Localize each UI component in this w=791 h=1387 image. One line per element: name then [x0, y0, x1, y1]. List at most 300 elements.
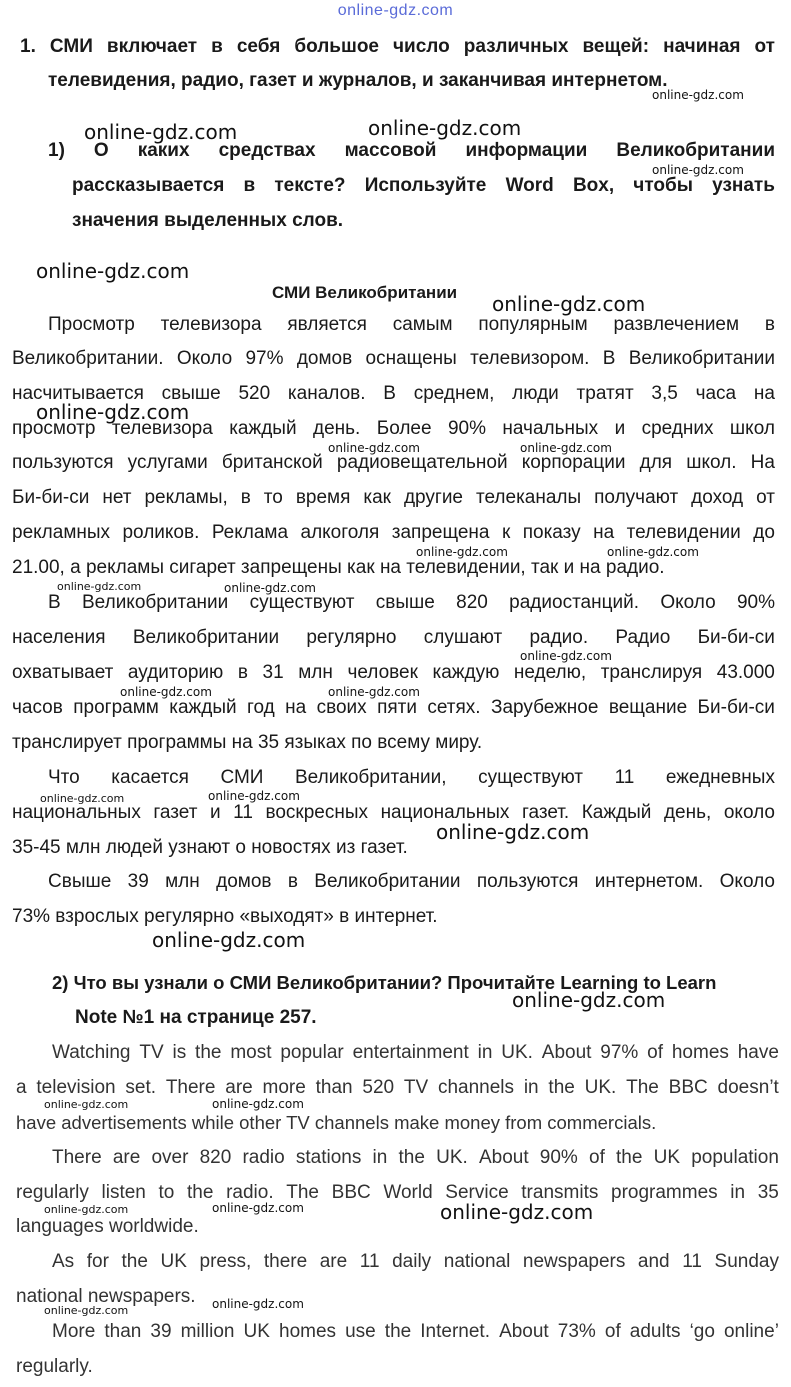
word: Свыше — [48, 871, 112, 892]
word: The — [626, 1077, 659, 1098]
word: регулярно — [306, 627, 397, 648]
watermark: online-gdz.com — [36, 400, 190, 424]
word: радио. — [529, 627, 589, 648]
word: газет — [153, 802, 198, 823]
en-line — [16, 1181, 779, 1205]
watermark: online-gdz.com — [368, 116, 522, 140]
word: слушают — [423, 627, 503, 648]
word: то — [263, 487, 283, 508]
word: Service — [445, 1182, 509, 1203]
word: television — [36, 1077, 116, 1098]
word: человек — [347, 662, 418, 683]
word: рекламных — [12, 522, 111, 543]
word: online’ — [723, 1321, 779, 1342]
word: 11 — [614, 767, 635, 788]
word: СМИ — [49, 36, 93, 57]
watermark: online-gdz.com — [44, 1203, 129, 1216]
word: Просмотр — [48, 314, 135, 335]
word: самым — [392, 314, 453, 335]
word: от — [754, 36, 775, 57]
word: воскресных — [265, 802, 368, 823]
word: существуют — [249, 592, 355, 613]
word: 31 — [262, 662, 284, 683]
word: UK. — [584, 1077, 617, 1098]
word: in — [523, 1077, 539, 1098]
word: неделю, — [513, 662, 587, 683]
en-line — [52, 1250, 779, 1274]
word: listen — [101, 1182, 146, 1203]
word: radio — [242, 1147, 285, 1168]
word: радиостанций. — [509, 592, 640, 613]
word: the — [121, 1251, 148, 1272]
word: adults — [629, 1321, 681, 1342]
word: тратят — [576, 383, 634, 404]
watermark: online-gdz.com — [224, 581, 316, 595]
word: Internet. — [420, 1321, 490, 1342]
word: homes — [671, 1042, 729, 1063]
word: сетях. — [427, 697, 481, 718]
watermark: online-gdz.com — [440, 1200, 594, 1224]
word: на — [593, 522, 615, 543]
word: national — [443, 1251, 511, 1272]
word: Великобритании — [628, 348, 775, 369]
word: является — [287, 314, 367, 335]
word: рассказывается — [72, 175, 225, 196]
word: UK — [160, 1251, 187, 1272]
watermark: online-gdz.com — [212, 1297, 304, 1311]
word: daily — [392, 1251, 432, 1272]
word: свыше — [375, 592, 435, 613]
word: About — [499, 1321, 549, 1342]
ru-line — [48, 313, 775, 337]
word: своих — [316, 697, 367, 718]
word: UK. — [501, 1042, 533, 1063]
word: channels — [437, 1077, 515, 1098]
word: нет — [102, 487, 132, 508]
word: of — [647, 1042, 664, 1063]
word: TV — [139, 1042, 164, 1063]
word: Би-би-си — [12, 487, 90, 508]
word: Радио — [615, 627, 671, 648]
word: запрещена — [391, 522, 490, 543]
ru-line: 21.00, а рекламы сигарет запрещены как на телевидении, так и на радио. — [12, 557, 665, 578]
word: have — [737, 1042, 779, 1063]
word: охватывает — [12, 662, 114, 683]
word: Около — [176, 348, 233, 369]
word: от — [756, 487, 775, 508]
word: домов — [296, 348, 353, 369]
word: чтобы — [633, 175, 693, 196]
word: 820 — [456, 592, 488, 613]
word: услугами — [127, 452, 208, 473]
header-watermark: online-gdz.com — [337, 2, 454, 19]
watermark: online-gdz.com — [212, 1097, 304, 1111]
watermark: online-gdz.com — [436, 820, 590, 844]
word: алкоголя — [300, 522, 380, 543]
word: use — [345, 1321, 376, 1342]
word: is — [172, 1042, 187, 1063]
word: оснащены — [365, 348, 457, 369]
word: средствах — [218, 140, 316, 161]
word: The — [286, 1182, 319, 1203]
word: BBC — [331, 1182, 371, 1203]
word: are — [319, 1251, 348, 1272]
word: Великобритании — [132, 627, 280, 648]
word: homes — [279, 1321, 337, 1342]
word: Каждый — [581, 802, 652, 823]
watermark: online-gdz.com — [208, 789, 300, 803]
word: роликов. — [122, 522, 200, 543]
en-line — [16, 1076, 779, 1100]
word: million — [180, 1321, 235, 1342]
word: начиная — [663, 36, 741, 57]
word: на — [753, 383, 775, 404]
ru-line — [12, 486, 775, 510]
word: время — [295, 487, 351, 508]
watermark: online-gdz.com — [328, 441, 420, 455]
word: и — [614, 418, 626, 439]
word: развлечением — [613, 314, 740, 335]
word: programmes — [611, 1182, 718, 1203]
word: World — [383, 1182, 433, 1203]
word: как — [363, 487, 391, 508]
word: 1. — [20, 36, 36, 57]
word: в — [287, 871, 298, 892]
word: национальных — [12, 802, 141, 823]
word: млн — [298, 662, 333, 683]
word: Великобритании — [314, 871, 461, 892]
word: пользуются — [12, 452, 114, 473]
word: домов — [216, 871, 272, 892]
word: национальных — [380, 802, 510, 823]
word: число — [393, 36, 450, 57]
watermark: online-gdz.com — [40, 792, 125, 805]
word: About — [478, 1147, 529, 1168]
word: 11 — [359, 1251, 380, 1272]
word: the — [616, 1147, 643, 1168]
word: каналов. — [287, 383, 366, 404]
word: транслируя — [600, 662, 703, 683]
word: корпорации — [521, 452, 626, 473]
watermark: online-gdz.com — [328, 685, 420, 699]
word: 90% — [736, 592, 775, 613]
word: 97% — [600, 1042, 639, 1063]
word: and — [637, 1251, 670, 1272]
en-line — [52, 1146, 779, 1170]
word: телевидении — [626, 522, 741, 543]
word: 90% — [447, 418, 486, 439]
word: В — [383, 383, 396, 404]
word: в — [764, 314, 775, 335]
word: начальных — [502, 418, 599, 439]
watermark: online-gdz.com — [44, 1098, 129, 1111]
word: Что — [48, 767, 80, 788]
word: школ. — [686, 452, 737, 473]
word: 1) — [48, 140, 65, 161]
ru-line — [48, 766, 775, 790]
word: телевизора — [111, 418, 213, 439]
word: 39 — [150, 1321, 172, 1342]
word: В — [48, 592, 61, 613]
subtask-1-line — [72, 174, 775, 198]
word: popular — [280, 1042, 344, 1063]
word: для — [639, 452, 673, 473]
task-heading-line: телевидения, радио, газет и журналов, и заканчивая интернетом. — [48, 70, 668, 91]
word: телевизора — [160, 314, 262, 335]
word: Зарубежное — [490, 697, 599, 718]
word: newspapers — [522, 1251, 626, 1272]
word: ежедневных — [665, 767, 775, 788]
word: в — [211, 36, 223, 57]
watermark: online-gdz.com — [120, 685, 212, 699]
watermark: online-gdz.com — [652, 163, 744, 177]
word: doesn’t — [717, 1077, 779, 1098]
word: и — [209, 802, 221, 823]
subtask-1-line: значения выделенных слов. — [72, 210, 344, 231]
word: доход — [691, 487, 744, 508]
ru-line: 73% взрослых регулярно «выходят» в интернет. — [12, 906, 438, 927]
word: часов — [12, 697, 63, 718]
word: среднем, — [413, 383, 495, 404]
word: 11 — [233, 802, 253, 823]
word: 520 — [238, 383, 271, 404]
task-heading-line — [20, 35, 775, 59]
word: there — [263, 1251, 308, 1272]
watermark: online-gdz.com — [520, 441, 612, 455]
word: TV — [403, 1077, 429, 1098]
word: UK. — [436, 1147, 468, 1168]
ru-line: 35-45 млн людей узнают о новостях из газет. — [12, 837, 408, 858]
word: the — [195, 1042, 222, 1063]
en-line: have advertisements while other TV channels make money from commercials. — [16, 1112, 657, 1133]
word: Великобритании, — [295, 767, 447, 788]
word: получают — [594, 487, 679, 508]
word: Около — [719, 871, 775, 892]
word: As — [52, 1251, 75, 1272]
word: in — [372, 1147, 388, 1168]
word: There — [165, 1077, 216, 1098]
word: 35 — [757, 1182, 779, 1203]
word: the — [187, 1182, 214, 1203]
en-line — [52, 1320, 779, 1344]
watermark: online-gdz.com — [84, 120, 238, 144]
word: год — [247, 697, 275, 718]
word: радиовещательной — [336, 452, 508, 473]
word: телеканалы — [475, 487, 582, 508]
word: до — [753, 522, 775, 543]
word: газет. — [521, 802, 570, 823]
word: in — [477, 1042, 493, 1063]
word: transmits — [521, 1182, 599, 1203]
watermark: online-gdz.com — [212, 1201, 304, 1215]
word: Watching — [52, 1042, 131, 1063]
word: В — [602, 348, 616, 369]
word: день. — [312, 418, 361, 439]
word: Sunday — [714, 1251, 779, 1272]
word: for — [86, 1251, 109, 1272]
word: показу — [522, 522, 581, 543]
word: 73% — [557, 1321, 596, 1342]
word: 43.000 — [716, 662, 775, 683]
word: СМИ — [220, 767, 264, 788]
word: 90% — [539, 1147, 578, 1168]
word: программ — [73, 697, 159, 718]
subtask-2-line: 2) Что вы узнали о СМИ Великобритании? Прочитайте Learning to Learn — [52, 972, 717, 993]
watermark: online-gdz.com — [520, 649, 612, 663]
watermark: online-gdz.com — [44, 1304, 129, 1317]
word: пяти — [377, 697, 417, 718]
word: ‘go — [689, 1321, 715, 1342]
word: включает — [106, 36, 198, 57]
word: of — [604, 1321, 621, 1342]
word: Реклама — [211, 522, 289, 543]
word: are — [225, 1077, 253, 1098]
word: Би-би-си — [697, 627, 775, 648]
word: More — [52, 1321, 96, 1342]
word: средних — [641, 418, 714, 439]
word: каждый — [169, 697, 237, 718]
word: Около — [660, 592, 716, 613]
word: вещей: — [582, 36, 650, 57]
ru-line — [12, 801, 775, 825]
word: каждую — [432, 662, 500, 683]
word: О — [93, 140, 109, 161]
word: entertainment — [352, 1042, 469, 1063]
word: 3,5 — [651, 383, 678, 404]
ru-line — [12, 661, 775, 685]
en-line: national newspapers. — [16, 1286, 196, 1307]
watermark: online-gdz.com — [152, 928, 306, 952]
word: день, — [663, 802, 712, 823]
ru-line — [48, 870, 775, 894]
word: press, — [199, 1251, 252, 1272]
word: more — [262, 1077, 306, 1098]
word: часа — [695, 383, 737, 404]
en-line — [52, 1041, 779, 1065]
word: свыше — [161, 383, 221, 404]
word: На — [750, 452, 775, 473]
word: Box, — [572, 175, 615, 196]
word: британской — [221, 452, 323, 473]
word: Великобритании — [616, 140, 775, 161]
word: различных — [463, 36, 569, 57]
word: к — [501, 522, 511, 543]
ru-line — [12, 521, 775, 545]
word: Более — [376, 418, 432, 439]
word: млн — [165, 871, 200, 892]
word: в — [240, 487, 251, 508]
word: касается — [111, 767, 189, 788]
word: UK — [243, 1321, 270, 1342]
word: are — [112, 1147, 141, 1168]
en-line: regularly. — [16, 1356, 93, 1377]
word: вещание — [608, 697, 688, 718]
ru-line — [12, 347, 775, 371]
word: over — [151, 1147, 189, 1168]
word: себя — [236, 36, 281, 57]
word: the — [398, 1147, 425, 1168]
word: рекламы, — [144, 487, 228, 508]
word: телевизором. — [470, 348, 590, 369]
watermark: online-gdz.com — [512, 988, 666, 1012]
word: другие — [403, 487, 464, 508]
word: in — [730, 1182, 746, 1203]
word: stations — [295, 1147, 362, 1168]
word: пользуются — [476, 871, 579, 892]
word: radio. — [226, 1182, 274, 1203]
word: than — [104, 1321, 142, 1342]
en-line: languages worldwide. — [16, 1216, 199, 1237]
word: аудиторию — [127, 662, 224, 683]
word: узнать — [712, 175, 775, 196]
word: Великобритании. — [12, 348, 164, 369]
watermark: online-gdz.com — [607, 545, 699, 559]
word: set. — [125, 1077, 157, 1098]
word: Word — [505, 175, 554, 196]
watermark: online-gdz.com — [492, 292, 646, 316]
word: большое — [294, 36, 379, 57]
word: существуют — [478, 767, 583, 788]
word: Используйте — [364, 175, 487, 196]
word: most — [230, 1042, 272, 1063]
word: regularly — [16, 1182, 89, 1203]
word: просмотр — [12, 418, 96, 439]
word: школ — [729, 418, 775, 439]
word: population — [691, 1147, 779, 1168]
word: на — [285, 697, 307, 718]
subtask-2-line: Note №1 на странице 257. — [75, 1007, 317, 1028]
word: 520 — [362, 1077, 395, 1098]
word: 820 — [199, 1147, 232, 1168]
ru-line: транслирует программы на 35 языках по всему миру. — [12, 732, 483, 753]
watermark: online-gdz.com — [416, 545, 508, 559]
word: of — [589, 1147, 605, 1168]
watermark: online-gdz.com — [652, 88, 744, 102]
word: About — [541, 1042, 592, 1063]
ru-line — [12, 696, 775, 720]
word: люди — [512, 383, 559, 404]
word: 11 — [682, 1251, 702, 1272]
article-title: СМИ Великобритании — [272, 283, 458, 302]
word: the — [548, 1077, 575, 1098]
word: информации — [465, 140, 588, 161]
word: насчитывается — [12, 383, 144, 404]
word: в — [237, 662, 248, 683]
word: каких — [137, 140, 190, 161]
word: 97% — [245, 348, 284, 369]
word: Би-би-си — [697, 697, 775, 718]
word: каждый — [229, 418, 297, 439]
watermark: online-gdz.com — [57, 580, 142, 593]
ru-line — [48, 591, 775, 615]
word: в — [243, 175, 256, 196]
word: BBC — [668, 1077, 708, 1098]
word: the — [384, 1321, 412, 1342]
word: массовой — [344, 140, 437, 161]
word: 39 — [127, 871, 149, 892]
word: to — [158, 1182, 175, 1203]
ru-line — [12, 626, 775, 650]
word: тексте? — [274, 175, 346, 196]
word: UK — [653, 1147, 681, 1168]
word: населения — [12, 627, 106, 648]
word: There — [52, 1147, 102, 1168]
word: интернетом. — [594, 871, 704, 892]
word: a — [16, 1077, 27, 1098]
word: than — [315, 1077, 353, 1098]
watermark: online-gdz.com — [36, 259, 190, 283]
word: Великобритании — [82, 592, 229, 613]
